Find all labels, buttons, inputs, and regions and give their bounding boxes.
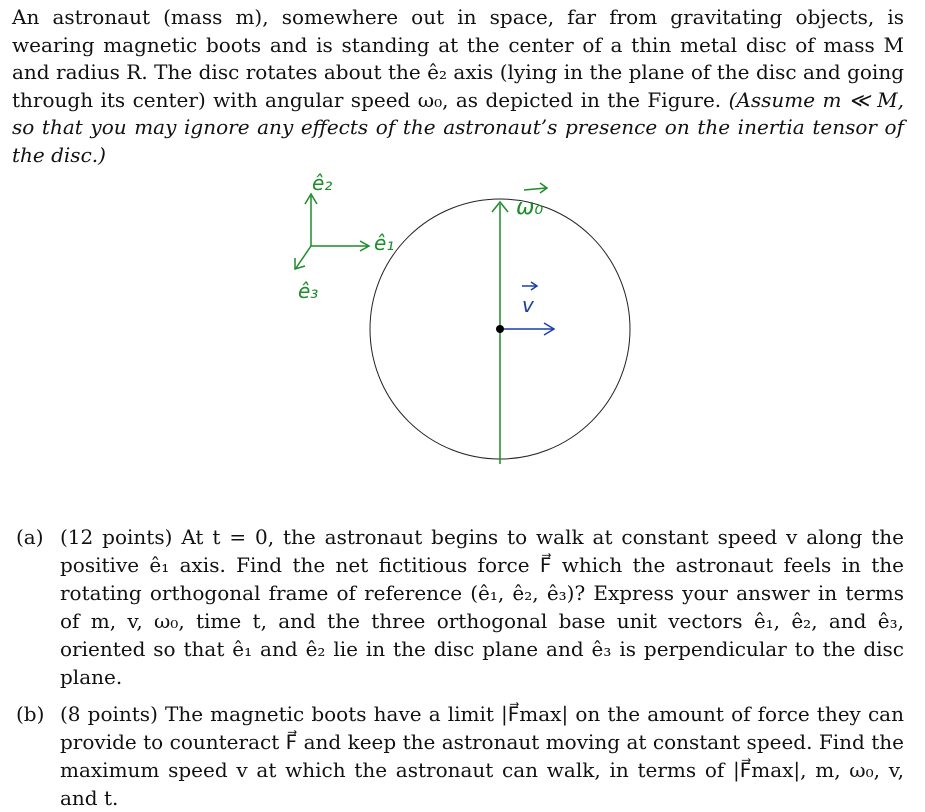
problem-intro [12, 4, 904, 169]
e1-label: ê₁ [374, 231, 395, 255]
part-b [16, 700, 904, 812]
e3-label: ê₃ [298, 279, 319, 303]
omega-label: ω₀ [516, 195, 544, 220]
disc-figure [0, 170, 925, 500]
omega-vector-arrow [524, 188, 546, 190]
part-a [16, 523, 904, 691]
e2-label: ê₂ [312, 171, 333, 195]
intro-assumption-text: (Assume m ≪ M, so that you may ignore any effects of the astronaut’s presence on the inertia tensor of the disc.) [12, 87, 905, 167]
coordinate-frame [295, 171, 394, 303]
part-b-label: (b) [16, 702, 45, 726]
e3-axis-line [296, 246, 311, 268]
intro-main-text: An astronaut (mass m), somewhere out in space, far from gravitating objects, is wearing magnetic boots and is standing at the center of a thin metal disc of mass M and radius R. The disc rotates about the ê₂ axis (lying in the plane of the disc and going through its center) with angular speed ω₀, as depicted in the Figure. [12, 5, 904, 112]
part-b-text: (8 points) The magnetic boots have a limit |F⃗max| on the amount of force they can provide to counteract F⃗ and keep the astronaut moving at constant speed. Find the maximum speed v at which the astronaut can walk, in terms of |F⃗max|, m, ω₀, v, and t. [60, 702, 904, 810]
part-a-label: (a) [16, 525, 44, 549]
astronaut-center-dot [496, 325, 504, 333]
part-a-text: (12 points) At t = 0, the astronaut begins to walk at constant speed v along the positive ê₁ axis. Find the net fictitious force F⃗ which the astronaut feels in the rotating orthogonal frame of reference (ê₁, ê₂, ê₃)? Express your answer in terms of m, v, ω₀, time t, and the three orthogonal base unit vectors ê₁, ê₂, and ê₃, oriented so that ê₁ and ê₂ lie in the disc plane and ê₃ is perpendicular to the disc plane. [60, 525, 904, 689]
velocity-label: v [522, 293, 534, 317]
rotation-axis [492, 183, 547, 464]
velocity-vector [500, 282, 554, 335]
